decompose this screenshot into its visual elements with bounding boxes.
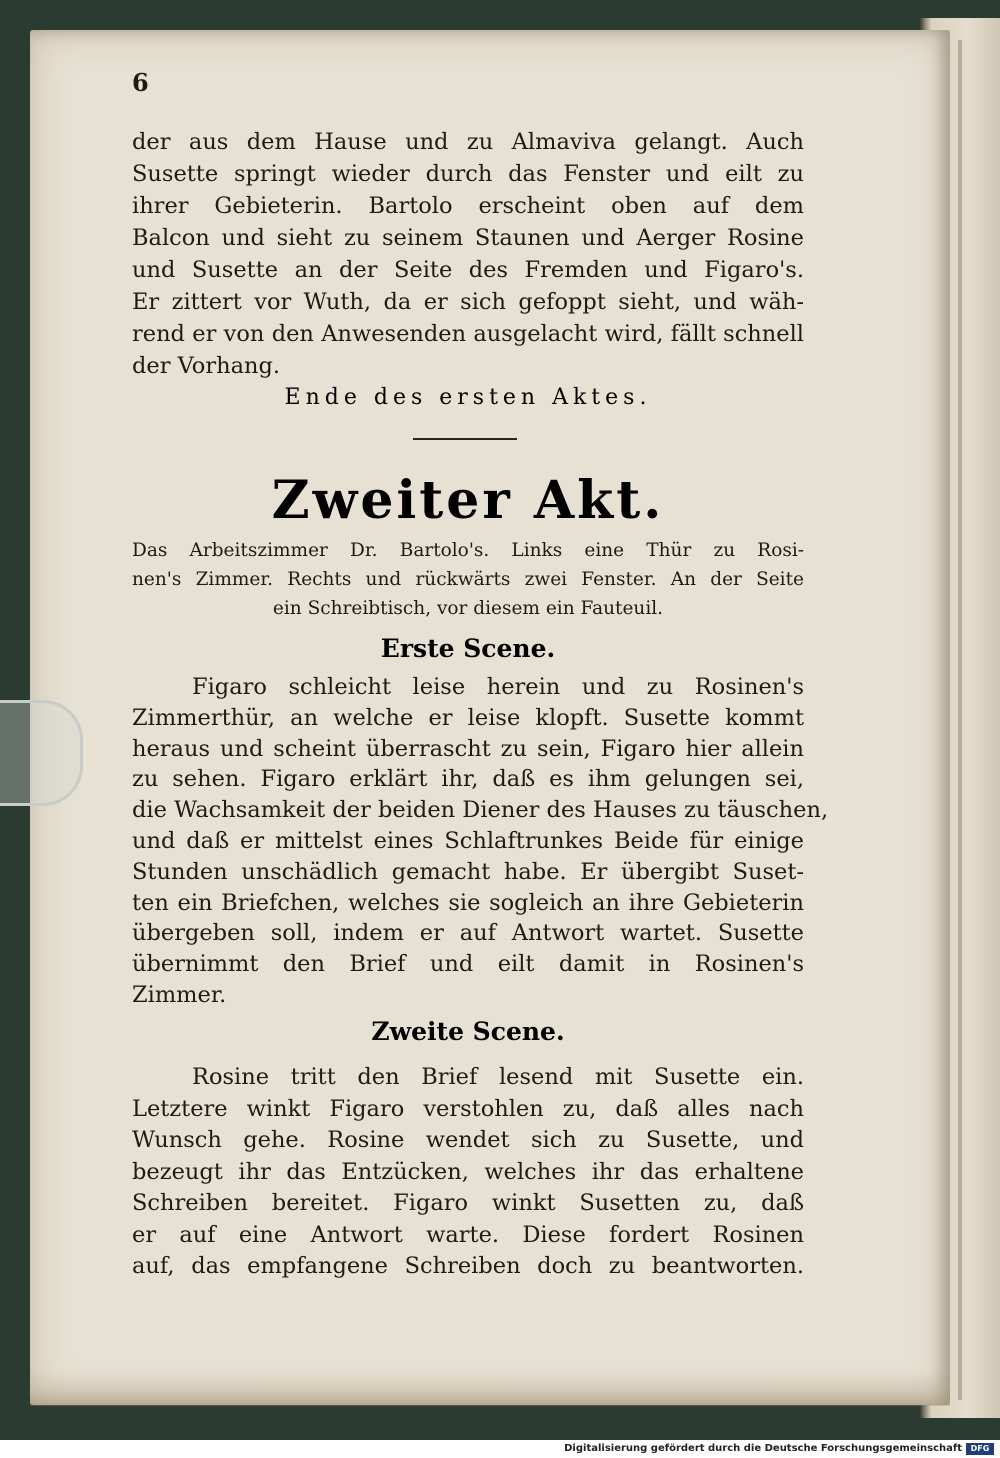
text-line: zu sehen. Figaro erklärt ihr, daß es ihm gelungen sei,: [132, 766, 804, 793]
text-line: Letztere winkt Figaro verstohlen zu, daß alles nach: [132, 1095, 804, 1122]
paragraph-act-one-ending: [132, 126, 804, 382]
text-line: und Susette an der Seite des Fremden und Figaro's.: [132, 257, 804, 283]
page-number: 6: [132, 68, 149, 97]
setting-line: nen's Zimmer. Rechts und rückwärts zwei Fenster. An der Seite: [132, 569, 804, 590]
text-line: Figaro schleicht leise herein und zu Rosinen's: [192, 674, 804, 700]
text-line: übergeben soll, indem er auf Antwort wartet. Susette: [132, 920, 804, 947]
text-line: der Vorhang.: [132, 353, 281, 379]
text-line: rend er von den Anwesenden ausgelacht wird, fällt schnell: [132, 321, 804, 347]
stage-setting: [132, 536, 804, 623]
text-line: Wunsch gehe. Rosine wendet sich zu Susette, und: [132, 1127, 804, 1153]
text-line: er auf eine Antwort warte. Diese fordert Rosinen: [132, 1221, 804, 1248]
dfg-logo-icon[interactable]: DFG: [966, 1443, 994, 1455]
text-line: Stunden unschädlich gemacht habe. Er übergibt Suset-: [132, 858, 804, 885]
text-line: der aus dem Hause und zu Almaviva gelangt. Auch: [132, 129, 804, 155]
scene-two-text: [132, 1062, 804, 1283]
funding-credit: Digitalisierung gefördert durch die Deutsche Forschungsgemeinschaft: [564, 1443, 962, 1454]
scene-two-title: Zweite Scene.: [371, 1017, 565, 1046]
scene-one-text: [132, 672, 829, 1011]
text-line: ten ein Briefchen, welches sie sogleich an ihre Gebieterin: [132, 889, 804, 916]
text-line: auf, das empfangene Schreiben doch zu beantworten.: [132, 1253, 804, 1279]
text-line: und daß er mittelst eines Schlaftrunkes Beide für einige: [132, 827, 804, 854]
act-end-line: Ende des ersten Aktes.: [284, 385, 652, 410]
text-line: Er zittert vor Wuth, da er sich gefoppt sieht, und wäh-: [132, 289, 804, 315]
text-line: ihrer Gebieterin. Bartolo erscheint oben auf dem: [132, 193, 804, 219]
text-line: bezeugt ihr das Entzücken, welches ihr das erhaltene: [132, 1158, 804, 1185]
page-clip-icon: [0, 700, 83, 806]
setting-line: Das Arbeitszimmer Dr. Bartolo's. Links eine Thür zu Rosi-: [132, 540, 804, 561]
text-line: Zimmer.: [132, 981, 227, 1008]
facing-page-crease: [958, 40, 962, 1400]
text-line: die Wachsamkeit der beiden Diener des Hauses zu täuschen,: [132, 797, 829, 824]
digitization-footer: [0, 1440, 1000, 1458]
act-title: Zweiter Akt.: [271, 470, 665, 531]
text-line: übernimmt den Brief und eilt damit in Rosinen's: [132, 951, 804, 978]
text-line: Balcon und sieht zu seinem Staunen und Aerger Rosine: [132, 225, 804, 251]
scene-one-title: Erste Scene.: [380, 634, 556, 663]
text-line: heraus und scheint überrascht zu sein, Figaro hier allein: [132, 735, 804, 762]
text-line: Schreiben bereitet. Figaro winkt Susetten zu, daß: [132, 1190, 804, 1216]
page-bottom-stain: [30, 1370, 950, 1406]
text-line: Rosine tritt den Brief lesend mit Susette ein.: [192, 1064, 804, 1090]
setting-line: ein Schreibtisch, vor diesem ein Fauteuil.: [272, 598, 664, 619]
section-divider: [413, 438, 517, 440]
text-line: Zimmerthür, an welche er leise klopft. Susette kommt: [132, 704, 804, 731]
text-line: Susette springt wieder durch das Fenster und eilt zu: [132, 161, 804, 187]
